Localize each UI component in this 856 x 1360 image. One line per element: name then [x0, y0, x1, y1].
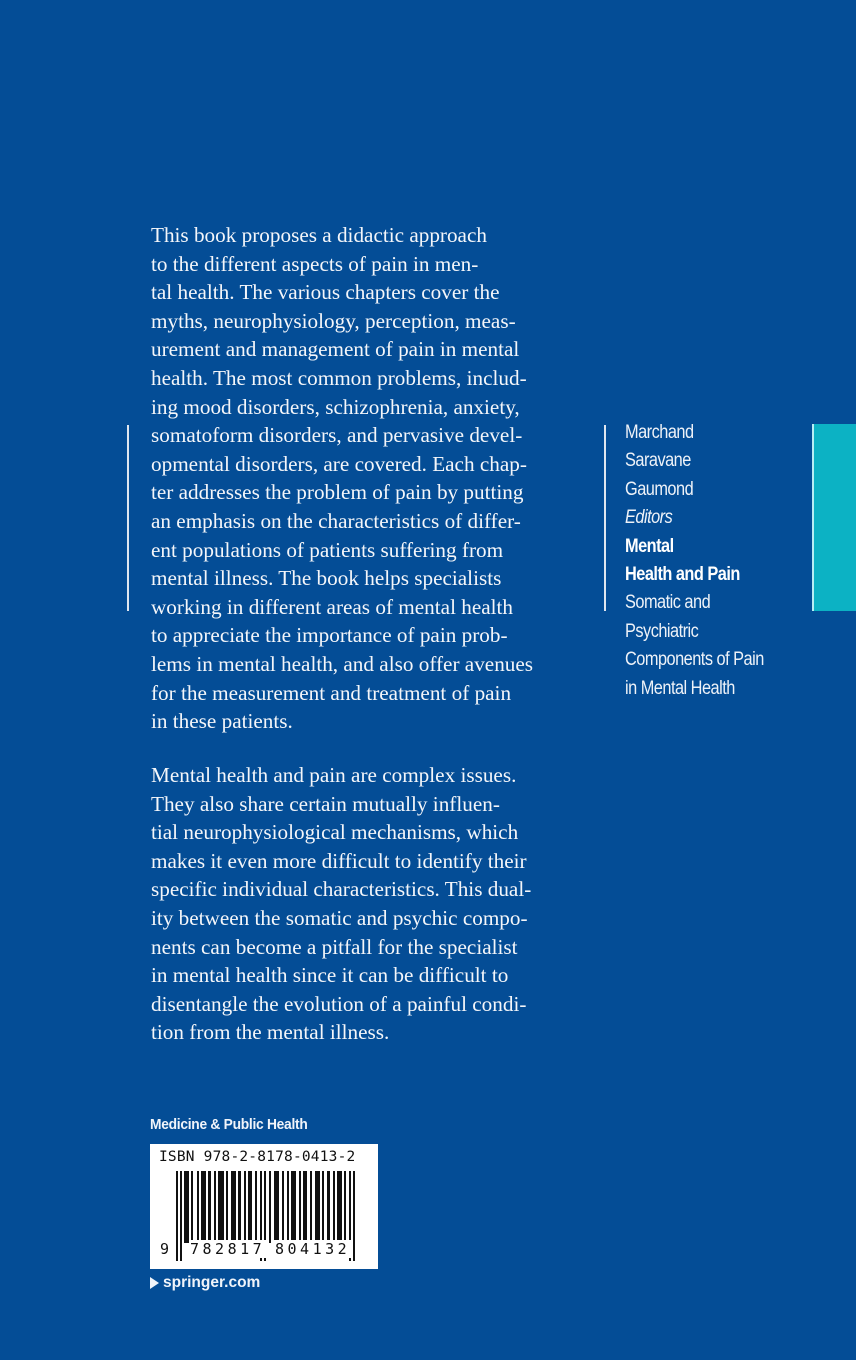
blurb-line: to the different aspects of pain in men- — [151, 251, 479, 276]
isbn-label: ISBN 978-2-8178-0413-2 — [159, 1149, 356, 1165]
blurb-line: urement and management of pain in mental — [151, 337, 520, 362]
book-subtitle-line: in Mental Health — [625, 677, 735, 699]
book-subtitle-line: Psychiatric — [625, 620, 699, 642]
barcode-digit-group: 782817 — [190, 1240, 266, 1258]
book-subtitle-line: Somatic and — [625, 592, 711, 614]
blurb-line: ity between the somatic and psychic compo- — [151, 905, 528, 930]
subject-category: Medicine & Public Health — [150, 1116, 308, 1133]
blurb-line: opmental disorders, are covered. Each chap- — [151, 451, 527, 476]
editor-name: Saravane — [625, 450, 691, 472]
blurb-line: lems in mental health, and also offer avenues — [151, 651, 534, 676]
blurb-line: somatoform disorders, and pervasive devel- — [151, 423, 523, 448]
blurb-line: disentangle the evolution of a painful condi- — [151, 991, 527, 1016]
blurb-line: tal health. The various chapters cover the — [151, 280, 500, 305]
blurb-line: Mental health and pain are complex issues. — [151, 763, 517, 787]
barcode-digit-prefix: 9 — [160, 1240, 170, 1258]
blurb-line: They also share certain mutually influen- — [151, 791, 500, 816]
blurb-line: ing mood disorders, schizophrenia, anxiety, — [151, 394, 520, 419]
isbn-barcode — [150, 1144, 378, 1269]
blurb-line: myths, neurophysiology, perception, meas- — [151, 308, 516, 333]
book-subtitle-line: Components of Pain — [625, 649, 764, 671]
blurb-line: specific individual characteristics. This dual- — [151, 877, 532, 902]
blurb-line: for the measurement and treatment of pain — [151, 680, 512, 705]
barcode-digit-group: 804132 — [275, 1240, 351, 1258]
blurb-line: health. The most common problems, includ- — [151, 365, 527, 390]
blurb-line: This book proposes a didactic approach — [151, 223, 487, 247]
editors-label: Editors — [625, 507, 673, 529]
blurb-line: ter addresses the problem of pain by putting — [151, 480, 524, 505]
editor-name: Marchand — [625, 422, 694, 443]
left-divider-rule — [127, 425, 129, 611]
side-info-divider-rule — [604, 425, 606, 611]
blurb-line: to appreciate the importance of pain prob- — [151, 623, 508, 648]
blurb-line: in these patients. — [151, 709, 293, 734]
blurb-line: mental illness. The book helps specialists — [151, 566, 502, 591]
play-triangle-icon — [150, 1277, 159, 1289]
blurb-line: nents can become a pitfall for the specialist — [151, 934, 518, 959]
blurb-paragraph-1 — [151, 221, 591, 736]
spine-color-block — [812, 424, 856, 611]
blurb-paragraph-2 — [151, 761, 591, 1047]
blurb-line: in mental health since it can be difficult to — [151, 963, 509, 988]
blurb-line: ent populations of patients suffering from — [151, 537, 504, 562]
publisher-website-link[interactable] — [150, 1274, 260, 1292]
book-title-line: Mental — [625, 535, 674, 557]
side-info-block — [625, 419, 764, 703]
blurb-line: working in different areas of mental health — [151, 594, 514, 619]
blurb-line: tion from the mental illness. — [151, 1020, 390, 1045]
blurb-line: an emphasis on the characteristics of differ- — [151, 508, 521, 533]
blurb-line: makes it even more difficult to identify their — [151, 848, 527, 873]
blurb-line: tial neurophysiological mechanisms, which — [151, 820, 519, 845]
book-title-line: Health and Pain — [625, 563, 740, 585]
editor-name: Gaumond — [625, 478, 694, 500]
website-label: springer.com — [163, 1274, 261, 1291]
